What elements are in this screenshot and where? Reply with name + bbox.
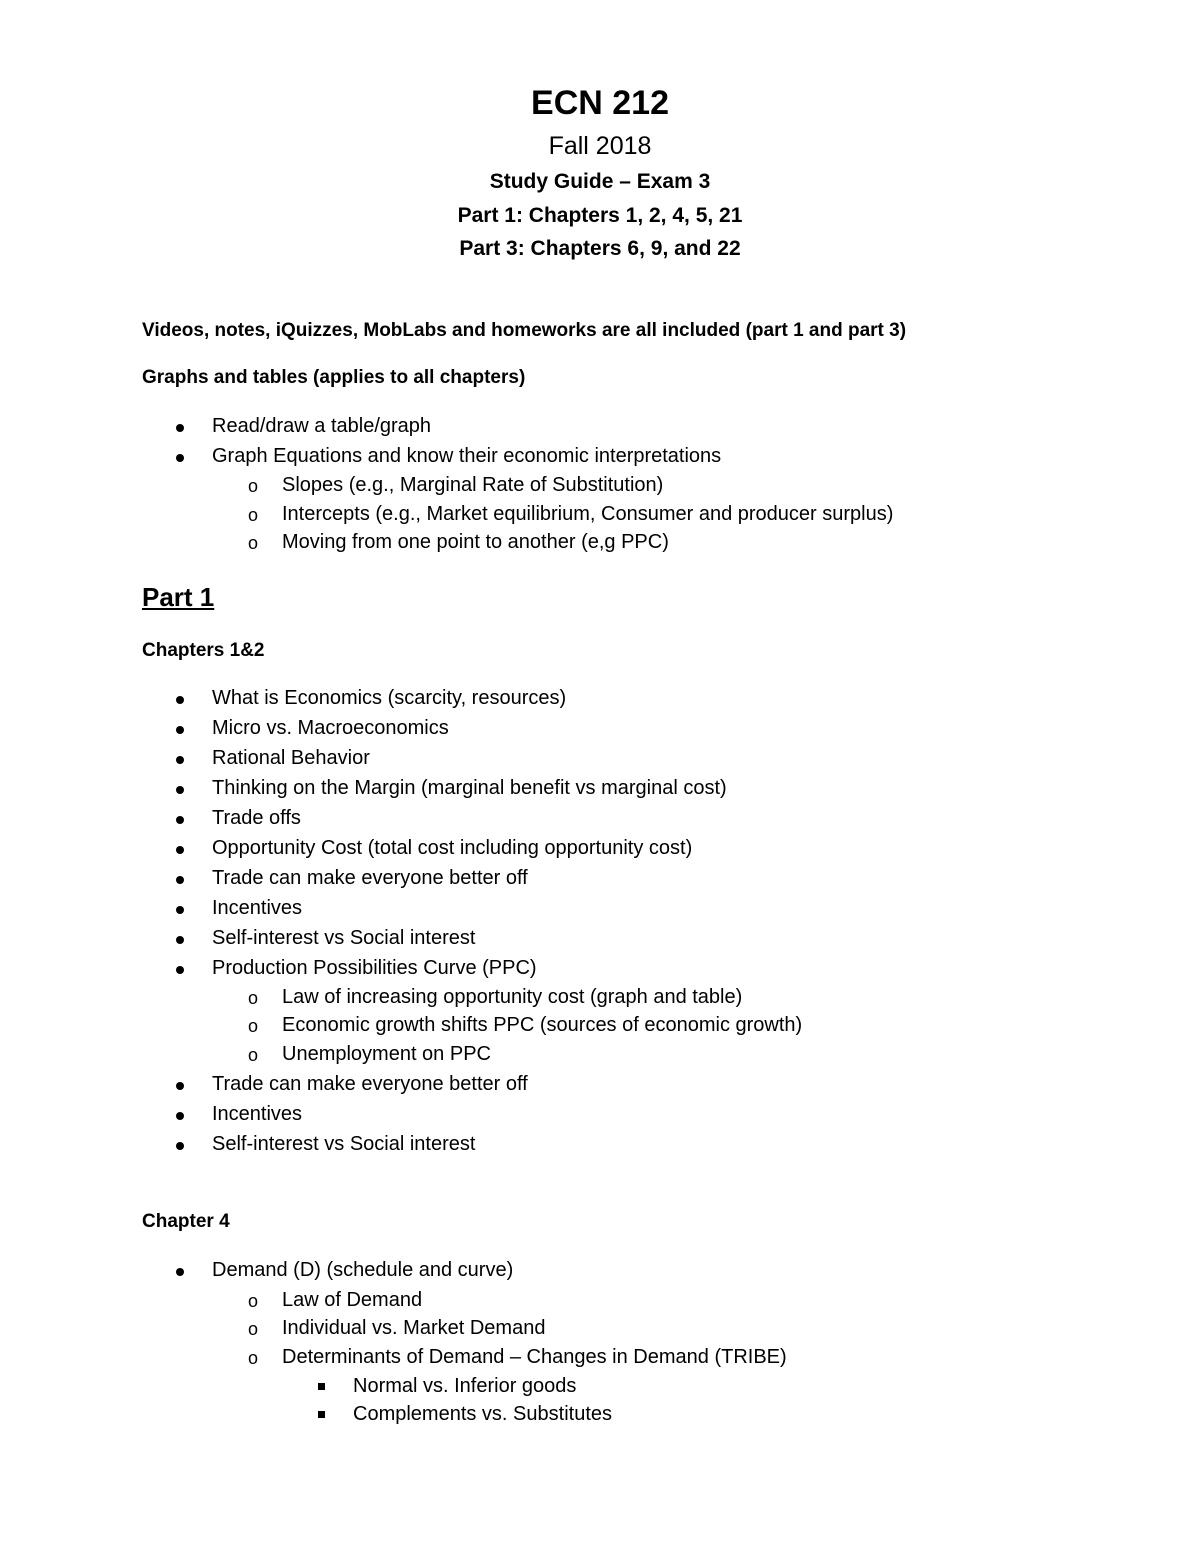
- list-item: Demand (D) (schedule and curve): [212, 1259, 514, 1281]
- bullet-icon: [176, 906, 184, 914]
- circle-bullet-icon: o: [248, 533, 259, 553]
- list-item: Trade can make everyone better off: [212, 867, 528, 889]
- circle-bullet-icon: o: [248, 1291, 259, 1311]
- included-note: Videos, notes, iQuizzes, MobLabs and homeworks are all included (part 1 and part 3): [142, 320, 907, 341]
- bullet-icon: [176, 696, 184, 704]
- bullet-icon: [176, 816, 184, 824]
- sub-list-item: Intercepts (e.g., Market equilibrium, Consumer and producer surplus): [282, 503, 894, 525]
- sub-sub-list-item: Normal vs. Inferior goods: [353, 1375, 577, 1397]
- bullet-icon: [176, 454, 184, 462]
- circle-bullet-icon: o: [248, 476, 259, 496]
- chapters-1-2-heading: Chapters 1&2: [142, 640, 265, 661]
- sub-list-item: Economic growth shifts PPC (sources of economic growth): [282, 1014, 803, 1036]
- bullet-icon: [176, 846, 184, 854]
- course-title: ECN 212: [531, 84, 669, 122]
- circle-bullet-icon: o: [248, 1348, 259, 1368]
- bullet-icon: [176, 726, 184, 734]
- sub-list-item: Law of Demand: [282, 1289, 423, 1311]
- sub-sub-list-item: Complements vs. Substitutes: [353, 1403, 612, 1425]
- list-item: Read/draw a table/graph: [212, 415, 432, 437]
- part1-chapters: Part 1: Chapters 1, 2, 4, 5, 21: [457, 204, 743, 227]
- chapter-4-heading: Chapter 4: [142, 1211, 230, 1232]
- list-item: Micro vs. Macroeconomics: [212, 717, 449, 739]
- circle-bullet-icon: o: [248, 505, 259, 525]
- sub-list-item: Moving from one point to another (e,g PPC): [282, 531, 669, 553]
- bullet-icon: [176, 876, 184, 884]
- term: Fall 2018: [548, 132, 652, 160]
- circle-bullet-icon: o: [248, 1016, 259, 1036]
- list-item: Thinking on the Margin (marginal benefit vs marginal cost): [212, 777, 727, 799]
- bullet-icon: [176, 1142, 184, 1150]
- list-item: Self-interest vs Social interest: [212, 1133, 476, 1155]
- list-item: Graph Equations and know their economic interpretations: [212, 445, 722, 467]
- list-item: Rational Behavior: [212, 747, 370, 769]
- list-item: Incentives: [212, 1103, 303, 1125]
- list-item: Self-interest vs Social interest: [212, 927, 476, 949]
- bullet-icon: [176, 786, 184, 794]
- circle-bullet-icon: o: [248, 1319, 259, 1339]
- bullet-icon: [176, 424, 184, 432]
- list-item: What is Economics (scarcity, resources): [212, 687, 567, 709]
- square-bullet-icon: [318, 1411, 325, 1418]
- part1-heading: Part 1: [142, 582, 215, 612]
- sub-list-item: Slopes (e.g., Marginal Rate of Substitution): [282, 474, 664, 496]
- bullet-icon: [176, 1268, 184, 1276]
- graphs-heading: Graphs and tables (applies to all chapters): [142, 367, 526, 388]
- list-item: Trade offs: [212, 807, 301, 829]
- guide-title: Study Guide – Exam 3: [489, 170, 711, 193]
- sub-list-item: Determinants of Demand – Changes in Demand (TRIBE): [282, 1346, 787, 1368]
- list-item: Production Possibilities Curve (PPC): [212, 957, 537, 979]
- circle-bullet-icon: o: [248, 1045, 259, 1065]
- list-item: Opportunity Cost (total cost including opportunity cost): [212, 837, 693, 859]
- sub-list-item: Law of increasing opportunity cost (graph and table): [282, 986, 743, 1008]
- part3-chapters: Part 3: Chapters 6, 9, and 22: [459, 237, 741, 260]
- bullet-icon: [176, 936, 184, 944]
- list-item: Incentives: [212, 897, 303, 919]
- bullet-icon: [176, 966, 184, 974]
- square-bullet-icon: [318, 1383, 325, 1390]
- circle-bullet-icon: o: [248, 988, 259, 1008]
- bullet-icon: [176, 1082, 184, 1090]
- list-item: Trade can make everyone better off: [212, 1073, 528, 1095]
- sub-list-item: Unemployment on PPC: [282, 1043, 491, 1065]
- bullet-icon: [176, 1112, 184, 1120]
- bullet-icon: [176, 756, 184, 764]
- sub-list-item: Individual vs. Market Demand: [282, 1317, 546, 1339]
